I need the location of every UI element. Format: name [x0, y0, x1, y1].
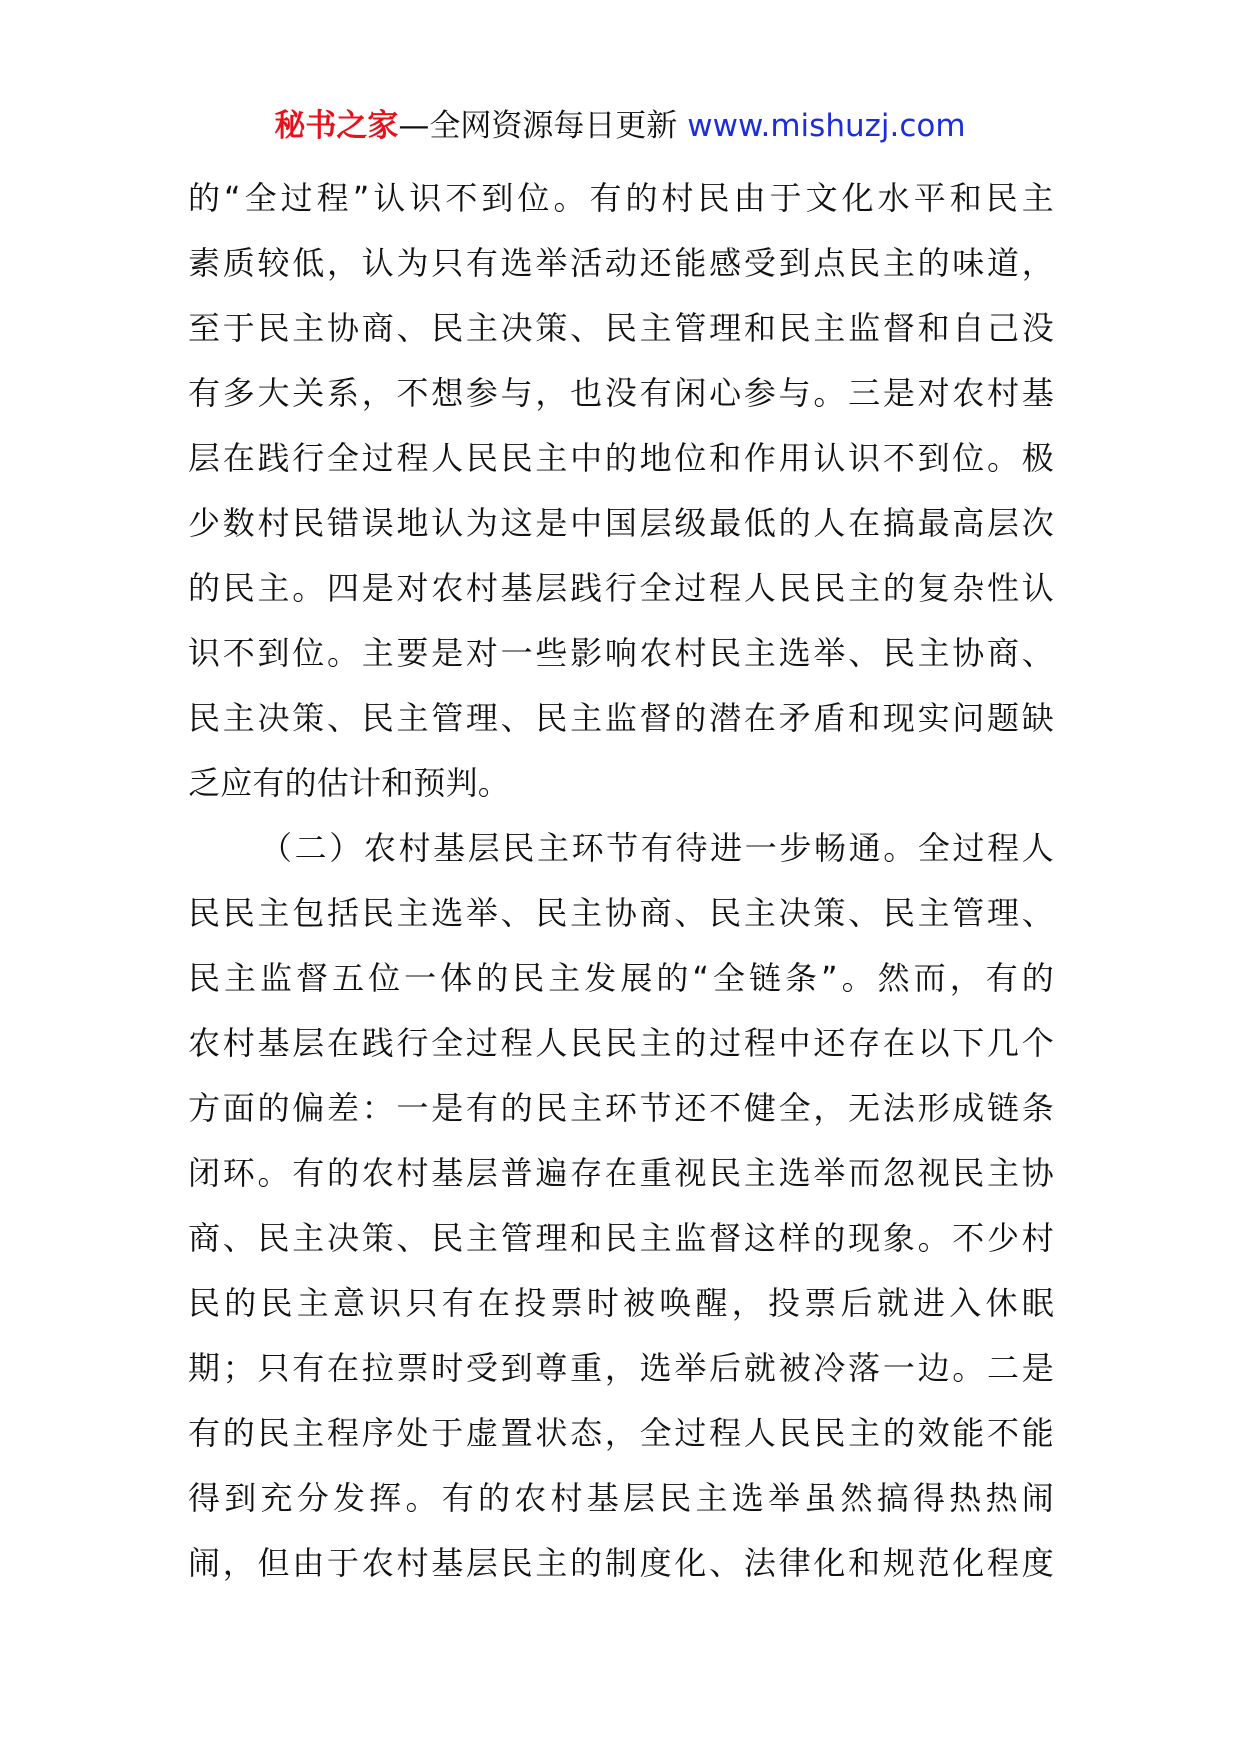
paragraph-last-line: 乏应有的估计和预判。: [188, 764, 511, 802]
text-line: 至于民主协商、民主决策、民主管理和民主监督和自己没: [188, 309, 1054, 347]
text-line: 民主监督五位一体的民主发展的“全链条”。然而，有的: [188, 959, 1054, 997]
page-header: [0, 104, 1240, 148]
text-line: 识不到位。主要是对一些影响农村民主选举、民主协商、: [188, 634, 1054, 672]
text-line: 民主决策、民主管理、民主监督的潜在矛盾和现实问题缺: [188, 699, 1054, 737]
text-line: 有的民主程序处于虚置状态，全过程人民民主的效能不能: [188, 1414, 1054, 1452]
document-body: [188, 166, 1054, 1596]
text-line: 方面的偏差：一是有的民主环节还不健全，无法形成链条: [188, 1089, 1054, 1127]
brand-name: 秘书之家: [274, 108, 399, 144]
text-line: 少数村民错误地认为这是中国层级最低的人在搞最高层次: [188, 504, 1054, 542]
text-line: 民民主包括民主选举、民主协商、民主决策、民主管理、: [188, 894, 1054, 932]
text-line: 期；只有在拉票时受到尊重，选举后就被冷落一边。二是: [188, 1349, 1054, 1387]
text-line: 素质较低，认为只有选举活动还能感受到点民主的味道，: [188, 244, 1054, 282]
text-line: 闭环。有的农村基层普遍存在重视民主选举而忽视民主协: [188, 1154, 1054, 1192]
text-line: 有多大关系，不想参与，也没有闲心参与。三是对农村基: [188, 374, 1054, 412]
text-line: 得到充分发挥。有的农村基层民主选举虽然搞得热热闹: [188, 1479, 1054, 1517]
section-heading-line: （二）农村基层民主环节有待进一步畅通。全过程人: [260, 829, 1054, 867]
site-url-link[interactable]: www.mishuzj.com: [687, 108, 966, 144]
text-line: 民的民主意识只有在投票时被唤醒，投票后就进入休眠: [188, 1284, 1054, 1322]
text-line: 商、民主决策、民主管理和民主监督这样的现象。不少村: [188, 1219, 1054, 1257]
text-line: 农村基层在践行全过程人民民主的过程中还存在以下几个: [188, 1024, 1054, 1062]
header-tagline: —全网资源每日更新: [398, 108, 688, 144]
text-line: 的民主。四是对农村基层践行全过程人民民主的复杂性认: [188, 569, 1054, 607]
text-line: 层在践行全过程人民民主中的地位和作用认识不到位。极: [188, 439, 1054, 477]
text-line: 闹，但由于农村基层民主的制度化、法律化和规范化程度: [188, 1544, 1054, 1582]
text-line: 的“全过程”认识不到位。有的村民由于文化水平和民主: [188, 179, 1054, 217]
